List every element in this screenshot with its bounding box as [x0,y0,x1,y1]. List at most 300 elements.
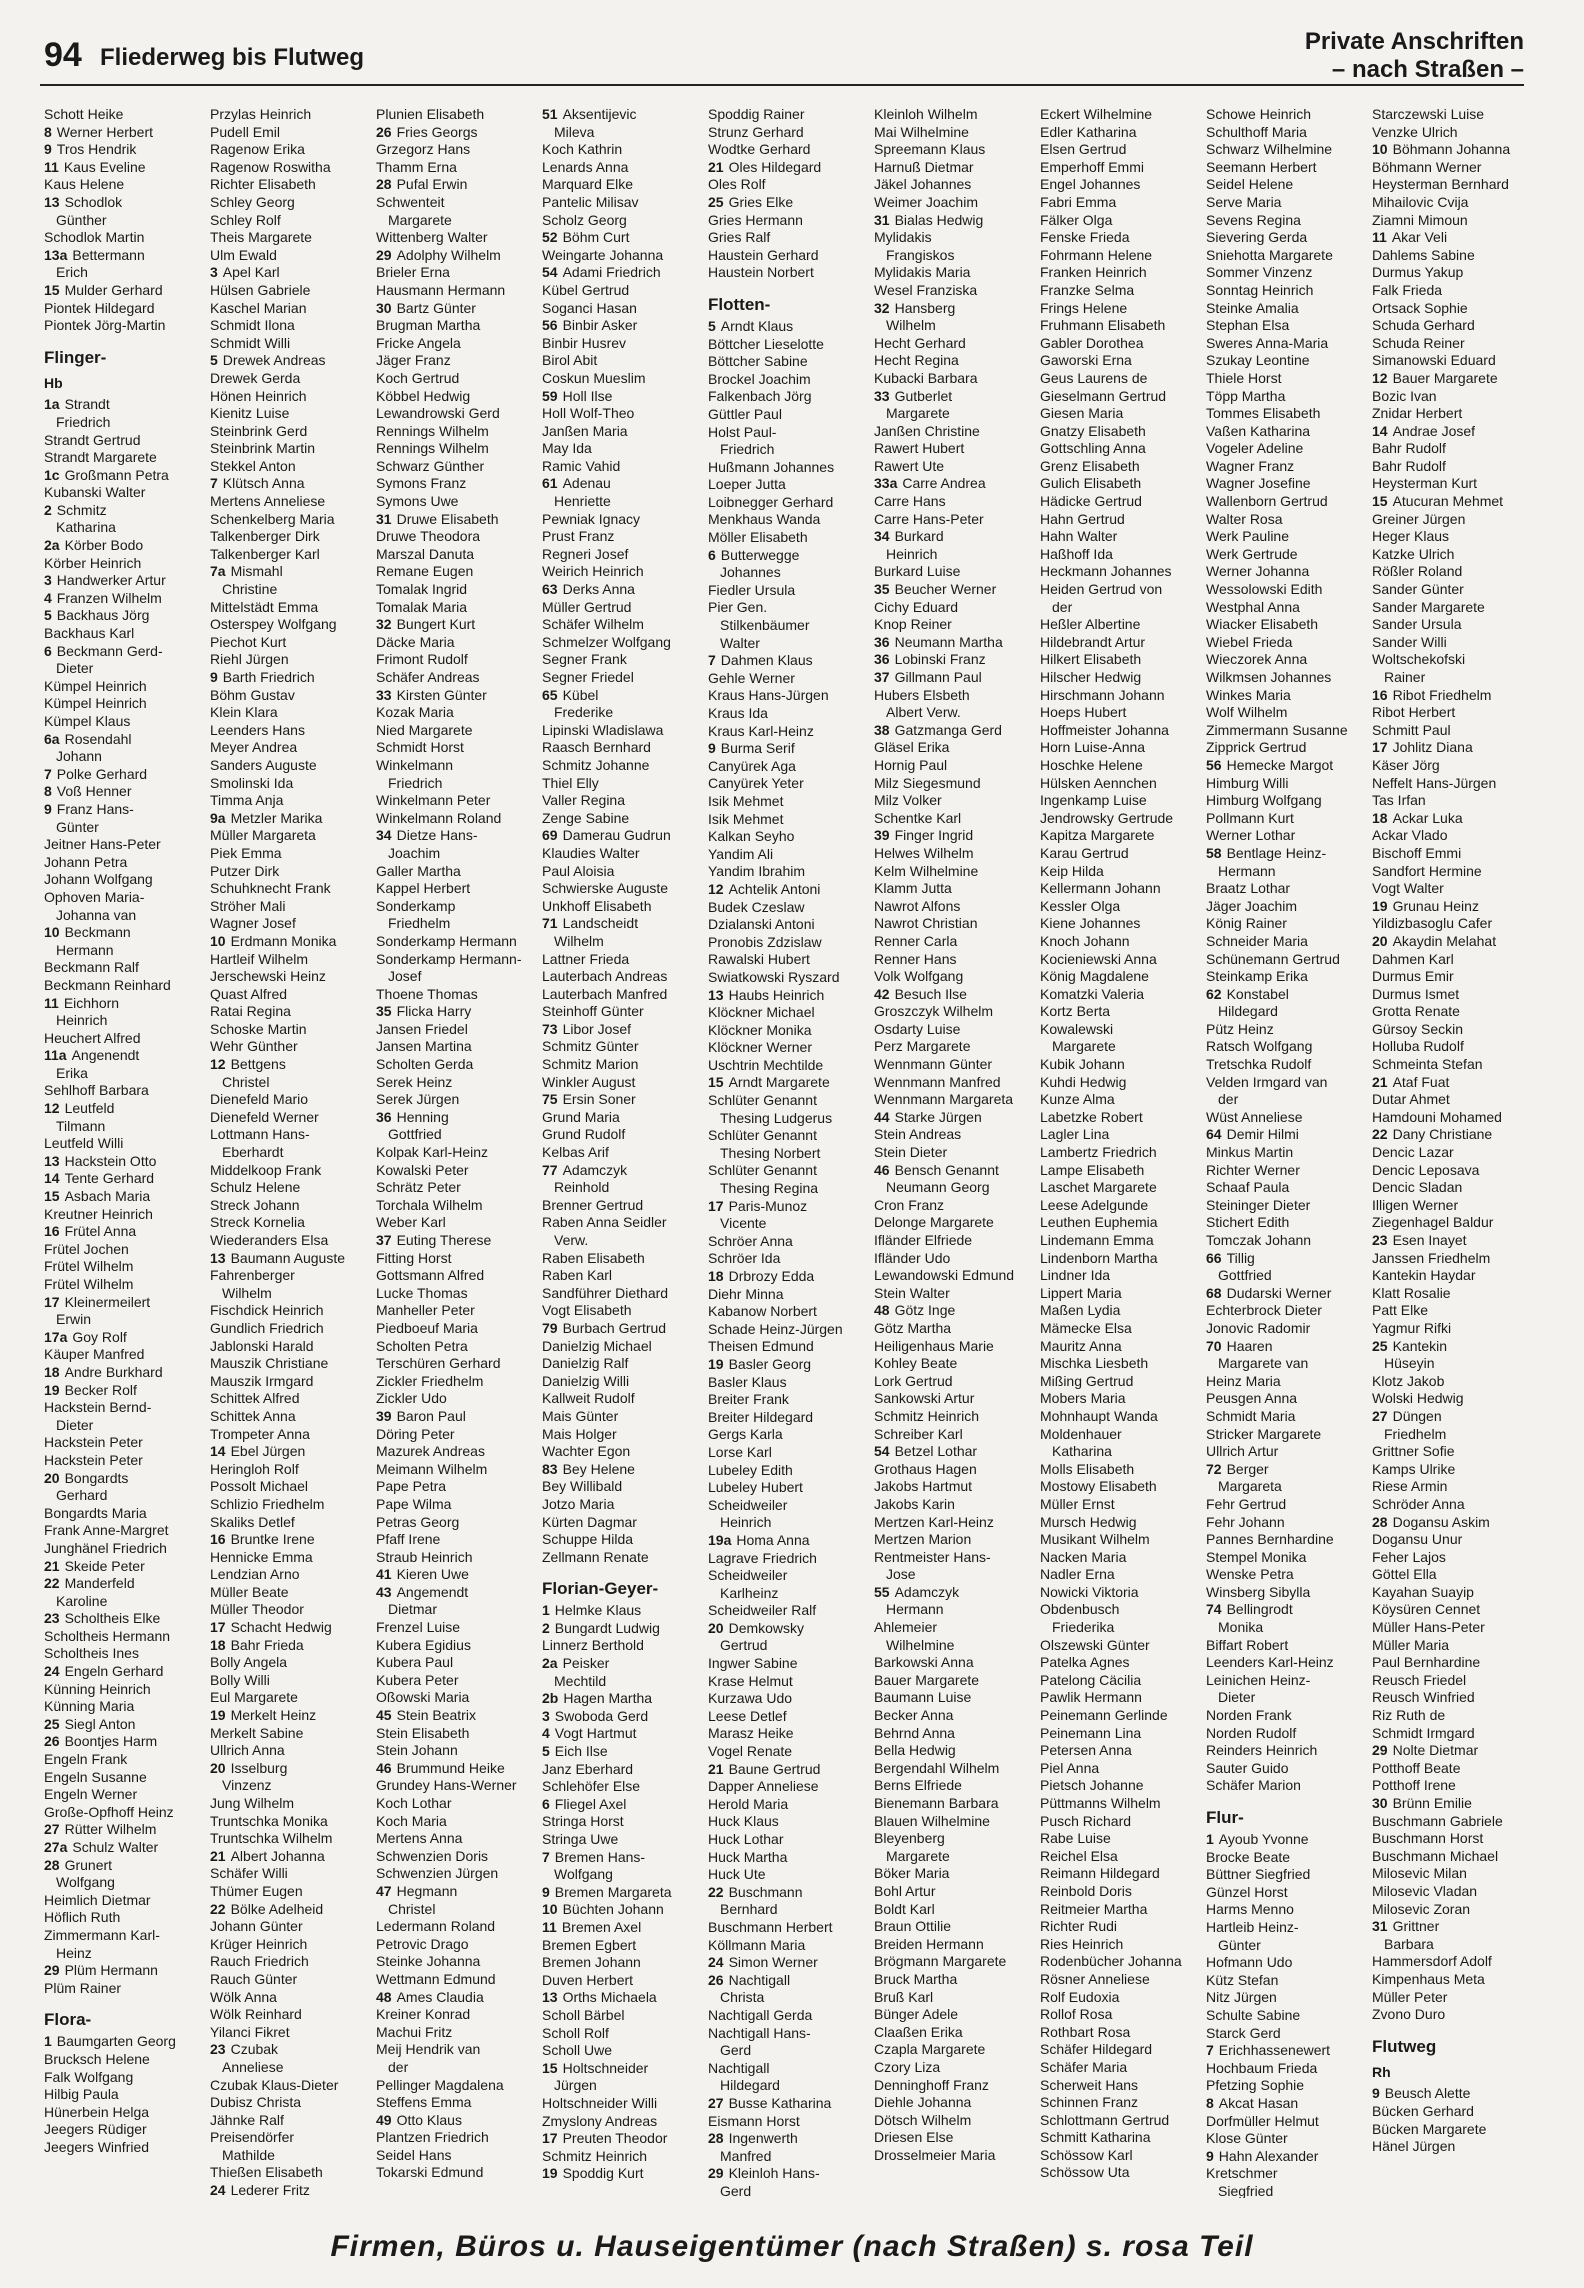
resident-entry: Gürsoy Seckin [1372,1020,1464,1037]
resident-entry: Neffelt Hans-Jürgen [1372,774,1497,791]
resident-entry: Schwenzien Jürgen [376,1865,499,1882]
resident-name: Ataf Fuat [1392,1073,1450,1090]
resident-entry: Böhmann Werner [1372,158,1482,175]
resident-entry [542,1849,694,1867]
resident-name: Bremen Margareta [554,1883,672,1900]
resident-entry: Stephan Elsa [1206,317,1290,334]
resident-entry: Obdenbusch [1040,1601,1120,1618]
resident-entry [44,1188,196,1206]
resident-entry: Lippert Maria [1040,1284,1122,1301]
resident-entry: Schulthoff Maria [1206,123,1307,140]
resident-entry: Grund Rudolf [542,1126,626,1143]
resident-entry: Wiederanders Elsa [210,1232,329,1248]
directory-column [210,106,362,2198]
resident-entry: Sweres Anna-Maria [1206,334,1329,351]
resident-entry: Grothaus Hagen [874,1460,977,1477]
resident-entry: Reichel Elsa [1040,1847,1118,1864]
resident-entry: Budek Czeslaw [708,898,805,915]
resident-entry: Weingarte Johanna [542,246,664,263]
house-number: 15 [44,1188,60,1205]
resident-entry: Carre Hans [874,493,946,510]
entry-continuation: Margarete [886,1847,950,1864]
house-number: 24 [44,1663,60,1680]
house-number: 9 [210,669,218,685]
resident-entry: Hackstein Peter [44,1434,143,1451]
entry-continuation: Erwin [56,1311,92,1328]
resident-entry [44,766,196,784]
house-number: 7a [210,563,226,580]
resident-name: Dietze Hans- [396,827,478,844]
resident-name: Engeln Gerhard [64,1663,164,1680]
resident-entry: Schwenzien Doris [376,1847,489,1864]
resident-entry: Sander Ursula [1372,616,1462,633]
entry-continuation: Henriette [554,493,611,510]
resident-entry: Steinke Amalia [1206,299,1299,316]
resident-name: Hemecke Margot [1226,756,1334,773]
house-number: 34 [376,827,392,844]
resident-entry: Osdarty Luise [874,1020,961,1037]
resident-entry: Berns Elfriede [874,1777,962,1794]
resident-entry: Lubeley Edith [708,1461,793,1478]
resident-entry [44,1663,196,1681]
resident-entry: Claaßen Erika [874,2023,963,2040]
resident-entry [44,1558,196,1576]
resident-entry: Schaaf Paula [1206,1179,1290,1196]
resident-entry: Grotta Renate [1372,1003,1460,1020]
resident-entry: Plunien Elisabeth [376,106,485,122]
house-number: 24 [708,1954,724,1971]
district-code: Hb [44,374,63,391]
resident-entry: Nachtigall Hans- [708,2024,811,2041]
resident-name: Metzler Marika [230,809,323,826]
resident-name: Bensch Genannt [894,1161,999,1178]
resident-name: Buschmann [728,1883,803,1900]
resident-entry: Schley Georg [210,193,295,210]
resident-entry [542,1162,694,1180]
resident-entry: Binbir Husrev [542,334,627,351]
resident-entry: Ackar Vlado [1372,827,1448,844]
directory-column [1040,106,1192,2198]
resident-entry: Bahr Rudolf [1372,440,1446,457]
resident-entry: Geus Laurens de [1040,369,1148,386]
resident-entry [376,511,528,529]
house-number: 21 [708,1760,724,1777]
resident-entry: Barkowski Anna [874,1654,974,1671]
resident-entry: Mylidakis [874,229,932,246]
house-number: 51 [542,106,558,122]
resident-entry: Schneider Maria [1206,932,1308,949]
resident-entry: Schlottmann Gertrud [1040,2111,1170,2128]
resident-entry: Wennmann Günter [874,1056,993,1073]
house-number: 9 [44,141,52,158]
resident-entry: Czubak Klaus-Dieter [210,2076,339,2093]
resident-entry: Buschmann Gabriele [1372,1812,1503,1829]
resident-entry [1206,1126,1358,1144]
resident-entry: Trompeter Anna [210,1425,310,1442]
resident-entry: Laschet Margarete [1040,1179,1157,1196]
resident-entry: Ziegenhagel Baldur [1372,1214,1494,1231]
resident-entry: Haßhoff Ida [1040,545,1113,562]
resident-name: Henning [396,1108,449,1125]
house-number: 26 [376,123,392,140]
resident-entry: Vogt Walter [1372,880,1444,897]
resident-entry [210,2041,362,2059]
resident-entry: Horn Luise-Anna [1040,739,1146,756]
house-number: 2a [44,537,60,554]
resident-entry: Westphal Anna [1206,598,1300,615]
resident-entry: Schünemann Gertrud [1206,950,1340,967]
entry-continuation: Karoline [56,1592,108,1609]
resident-entry: Däcke Maria [376,633,455,650]
resident-entry [44,159,196,177]
resident-entry: Peusgen Anna [1206,1390,1298,1407]
resident-entry: Prust Franz [542,528,615,545]
resident-name: Kleinloh Hans- [728,2165,820,2182]
resident-name: Bialas Hedwig [894,211,984,228]
resident-entry: Schäfer Wilhelm [542,616,644,633]
house-number: 31 [1372,1918,1388,1935]
resident-entry: Zimmermann Karl- [44,1926,160,1943]
resident-entry: Tommes Elisabeth [1206,405,1321,422]
house-number: 21 [1372,1073,1388,1090]
resident-entry: Wolski Hedwig [1372,1390,1464,1407]
resident-entry: Müller Peter [1372,1988,1448,2005]
resident-entry: Keip Hilda [1040,862,1104,879]
resident-entry: Schössow Karl [1040,2146,1133,2163]
resident-entry: Klotz Jakob [1372,1372,1445,1389]
resident-entry: Schäfer Andreas [376,669,480,685]
directory-column [708,106,860,2198]
resident-entry: Kraus Ida [708,705,768,721]
resident-entry: Haustein Norbert [708,264,814,281]
resident-entry: Soganci Hasan [542,299,637,316]
resident-entry: Lindenborn Martha [1040,1249,1158,1266]
resident-entry: Brenner Gertrud [542,1196,644,1213]
resident-name: Bey Helene [562,1460,635,1477]
resident-entry [1372,1795,1524,1813]
resident-entry: Jotzo Maria [542,1495,615,1512]
resident-entry [1206,845,1358,863]
resident-name: Besuch Ilse [894,985,967,1002]
resident-name: Arndt Margarete [728,1074,830,1091]
house-number: 1 [542,1602,550,1619]
resident-entry: Hädicke Gertrud [1040,493,1142,510]
resident-entry: Leese Adelgunde [1040,1196,1149,1213]
resident-entry: Ratai Regina [210,1003,291,1020]
resident-entry: Böttcher Sabine [708,353,808,370]
resident-entry: Sonntag Heinrich [1206,281,1314,298]
resident-entry: Lipinski Wladislawa [542,721,664,738]
house-number: 52 [542,229,558,246]
resident-entry: Winkelmann [376,756,454,773]
resident-entry: Holtschneider Willi [542,2094,658,2111]
resident-entry [1206,1338,1358,1356]
house-number: 32 [376,616,392,633]
house-number: 6a [44,730,60,747]
resident-entry [1372,1408,1524,1426]
resident-entry: Mihailovic Cvija [1372,193,1469,210]
resident-entry: Engeln Frank [44,1751,128,1768]
resident-entry: Patelka Agnes [1040,1654,1130,1671]
entry-continuation: der [1218,1091,1239,1108]
resident-entry: Scheidweiler Ralf [708,1602,817,1619]
house-number: 14 [44,1170,60,1187]
entry-continuation: Karlheinz [720,1584,779,1601]
house-number: 10 [542,1901,558,1918]
resident-entry: Steininger Dieter [1206,1196,1311,1213]
resident-entry: Töpp Martha [1206,387,1286,404]
resident-entry: Mischka Liesbeth [1040,1355,1149,1372]
resident-entry: Milz Volker [874,792,942,809]
resident-entry: Hofmann Udo [1206,1954,1293,1971]
resident-entry: Bremen Johann [542,1954,641,1971]
resident-name: Skeide Peter [64,1557,145,1574]
resident-entry: Klein Klara [210,704,278,721]
entry-continuation: Mathilde [222,2146,275,2163]
resident-entry: Scherweit Hans [1040,2076,1139,2093]
resident-name: Butterwegge [720,546,800,563]
house-number: 36 [376,1108,392,1125]
resident-entry: Kreutner Heinrich [44,1205,153,1222]
resident-entry: Schmitz Marion [542,1056,639,1073]
resident-name: Ayoub Yvonne [1218,1831,1309,1847]
resident-entry: Vogel Renate [708,1743,793,1760]
entry-continuation: Jose [886,1566,916,1583]
resident-entry: Bella Hedwig [874,1742,956,1759]
resident-entry: Symons Uwe [376,493,459,510]
house-number: 9 [1372,2085,1380,2102]
resident-entry: Lewandrowski Gerd [376,405,500,422]
resident-entry [210,2182,362,2198]
resident-entry: Durmus Emir [1372,968,1454,985]
house-number: 20 [44,1469,60,1486]
resident-entry: Klöckner Michael [708,1004,815,1021]
entry-continuation: Hildegard [720,2077,780,2094]
resident-entry: Mauszik Christiane [210,1355,329,1372]
resident-entry: Rolf Eudoxia [1040,1988,1120,2005]
resident-entry: Nadler Erna [1040,1566,1115,1583]
entry-continuation: Margarete van [1218,1355,1309,1372]
resident-entry: Velden Irmgard van [1206,1073,1328,1090]
house-number: 8 [44,783,52,800]
resident-entry: Scholten Gerda [376,1056,474,1073]
resident-name: Dogansu Askim [1392,1513,1490,1530]
resident-name: Hagen Martha [563,1690,653,1707]
resident-name: Aksentijevic [562,106,637,122]
resident-entry: Rabe Luise [1040,1830,1111,1847]
resident-entry: Pietsch Johanne [1040,1777,1144,1794]
resident-entry: Hartleib Heinz- [1206,1918,1299,1935]
house-number: 15 [708,1074,724,1091]
resident-name: Polke Gerhard [56,765,148,782]
resident-name: Merkelt Heinz [230,1707,317,1724]
resident-entry: Becker Anna [874,1707,954,1724]
resident-entry: Fehr Johann [1206,1513,1285,1530]
resident-entry: Bolly Angela [210,1654,288,1671]
resident-entry: Schwarz Günther [376,457,485,474]
resident-entry [210,1619,362,1637]
resident-entry: Wagner Franz [1206,457,1295,474]
resident-entry: Pellinger Magdalena [376,2076,504,2093]
resident-entry: Ingenkamp Luise [1040,792,1147,809]
resident-entry: Karau Gertrud [1040,844,1129,861]
resident-name: Eichhorn [63,994,120,1011]
resident-name: Rosendahl [64,730,132,747]
house-number: 32 [874,299,890,316]
resident-name: Backhaus Jörg [56,607,150,624]
entry-continuation: der [1052,598,1073,615]
resident-entry: Milz Siegesmund [874,774,981,791]
resident-entry: Hammersdorf Adolf [1372,1953,1492,1970]
resident-entry: Fabri Emma [1040,193,1117,210]
resident-entry: Fischdick Heinrich [210,1302,324,1319]
resident-entry: Leutfeld Willi [44,1135,124,1152]
resident-entry: Sonderkamp Hermann [376,932,517,949]
resident-entry: Venzke Ulrich [1372,123,1458,140]
resident-entry: Wallenborn Gertrud [1206,493,1328,510]
resident-entry [44,1857,196,1875]
resident-entry [210,810,362,828]
resident-entry [708,1884,860,1902]
resident-name: Bölke Adelheid [230,1900,324,1917]
resident-name: Achtelik Antoni [728,880,821,897]
resident-entry: Schreiber Karl [874,1425,963,1442]
resident-name: Haubs Heinrich [728,986,825,1003]
resident-entry [44,731,196,749]
resident-entry: Starczewski Luise [1372,106,1485,122]
resident-name: Adenau [562,475,611,492]
resident-entry [376,1760,528,1778]
resident-entry: Hornig Paul [874,756,948,773]
resident-entry [1206,2148,1358,2166]
resident-entry: Janssen Friedhelm [1372,1249,1491,1266]
resident-entry: Falkenbach Jörg [708,388,812,405]
resident-entry [44,801,196,819]
entry-continuation: Johannes [720,564,781,581]
resident-entry [542,827,694,845]
resident-entry [542,264,694,282]
entry-continuation: Christa [720,1989,765,2006]
resident-entry: Rennings Wilhelm [376,422,489,439]
resident-entry: Pfetzing Sophie [1206,2077,1305,2094]
resident-entry [1372,229,1524,247]
resident-entry: Yagmur Rifki [1372,1319,1452,1336]
resident-entry: Pollmann Kurt [1206,809,1294,826]
resident-entry: Zvono Duro [1372,2006,1446,2023]
entry-continuation: Friedrich [56,413,111,430]
resident-entry: Seidel Helene [1206,176,1294,193]
resident-entry: Frütel Wilhelm [44,1258,134,1275]
resident-name: Adami Friedrich [562,264,661,281]
resident-entry [542,317,694,335]
resident-entry: Jähnke Ralf [210,2111,284,2128]
resident-entry: Mazurek Andreas [376,1443,485,1460]
house-number: 22 [708,1883,724,1900]
resident-name: Neumann Martha [894,633,1003,650]
resident-entry: Wodtke Gerhard [708,141,811,158]
resident-entry: Günzel Horst [1206,1883,1288,1900]
resident-entry: Schade Heinz-Jürgen [708,1320,843,1337]
resident-entry: Mohnhaupt Wanda [1040,1407,1158,1424]
resident-name: Kirsten Günter [396,686,487,703]
resident-entry: Raasch Bernhard [542,739,651,756]
resident-entry: Scholtheis Hermann [44,1627,171,1644]
resident-entry: Stringa Uwe [542,1831,619,1847]
resident-name: Adolphy Wilhelm [396,246,501,263]
resident-entry: Döring Peter [376,1425,455,1442]
resident-entry [708,159,860,177]
resident-name: Rütter Wilhelm [64,1821,157,1838]
resident-entry: Reusch Winfried [1372,1689,1475,1706]
resident-entry: Riz Ruth de [1372,1707,1446,1724]
entry-continuation: Thesing Ludgerus [720,1109,833,1126]
resident-entry: Schwierske Auguste [542,880,669,897]
resident-entry: Hamdouni Mohamed [1372,1108,1502,1125]
resident-entry [708,2165,860,2183]
resident-entry: Moldenhauer [1040,1425,1122,1442]
resident-entry: Koch Kathrin [542,141,623,158]
entry-continuation: Hermann [886,1601,944,1618]
resident-entry: Wieczorek Anna [1206,651,1308,668]
resident-entry: Ortsack Sophie [1372,299,1468,316]
resident-entry: Harms Menno [1206,1901,1294,1918]
resident-entry: Scholten Petra [376,1337,468,1354]
resident-entry: Holl Wolf-Theo [542,405,635,422]
resident-entry: Pannes Bernhardine [1206,1531,1334,1548]
house-number: 3 [44,572,52,589]
resident-entry: Scholl Bärbel [542,2006,625,2023]
resident-entry: Fricke Angela [376,334,461,351]
resident-entry [44,1364,196,1382]
resident-entry: Stein Elisabeth [376,1724,470,1741]
resident-entry: Cron Franz [874,1196,945,1213]
resident-entry: Koch Maria [376,1812,447,1829]
house-number: 30 [1372,1795,1388,1811]
resident-entry: Ramic Vahid [542,457,621,474]
house-number: 6 [44,642,52,659]
resident-entry: Schuda Gerhard [1372,317,1475,334]
resident-entry [874,1584,1026,1602]
resident-entry [542,915,694,933]
resident-entry: Klose Günter [1206,2130,1288,2147]
resident-entry [708,1356,860,1374]
resident-entry: Kimpenhaus Meta [1372,1970,1485,1987]
resident-entry [1206,1250,1358,1268]
resident-entry: Spoddig Rainer [708,106,805,122]
resident-entry: Petrovic Drago [376,1935,469,1952]
house-number: 2 [542,1619,550,1636]
resident-entry: Wiebel Frieda [1206,633,1293,650]
resident-entry: Spreemann Klaus [874,141,986,158]
resident-entry: Starck Gerd [1206,2024,1281,2041]
resident-entry: Canyürek Yeter [708,775,804,792]
house-number: 13 [44,193,60,210]
resident-entry: Drewek Gerda [210,369,301,386]
resident-entry: Hahn Walter [1040,528,1118,545]
resident-entry: Schäfer Hildegard [1040,2041,1153,2058]
resident-entry: Talkenberger Dirk [210,528,320,545]
resident-name: Ackar Luka [1392,809,1463,826]
house-number: 15 [1372,493,1388,510]
resident-name: Angenendt [71,1047,140,1064]
resident-entry: Linnerz Berthold [542,1637,644,1654]
resident-entry: Helwes Wilhelm [874,844,974,861]
resident-entry: Kayahan Suayip [1372,1583,1474,1600]
resident-entry: Danielzig Willi [542,1372,630,1389]
resident-entry [542,1602,694,1620]
resident-name: Schodlok [64,193,123,210]
house-number: 18 [210,1636,226,1653]
